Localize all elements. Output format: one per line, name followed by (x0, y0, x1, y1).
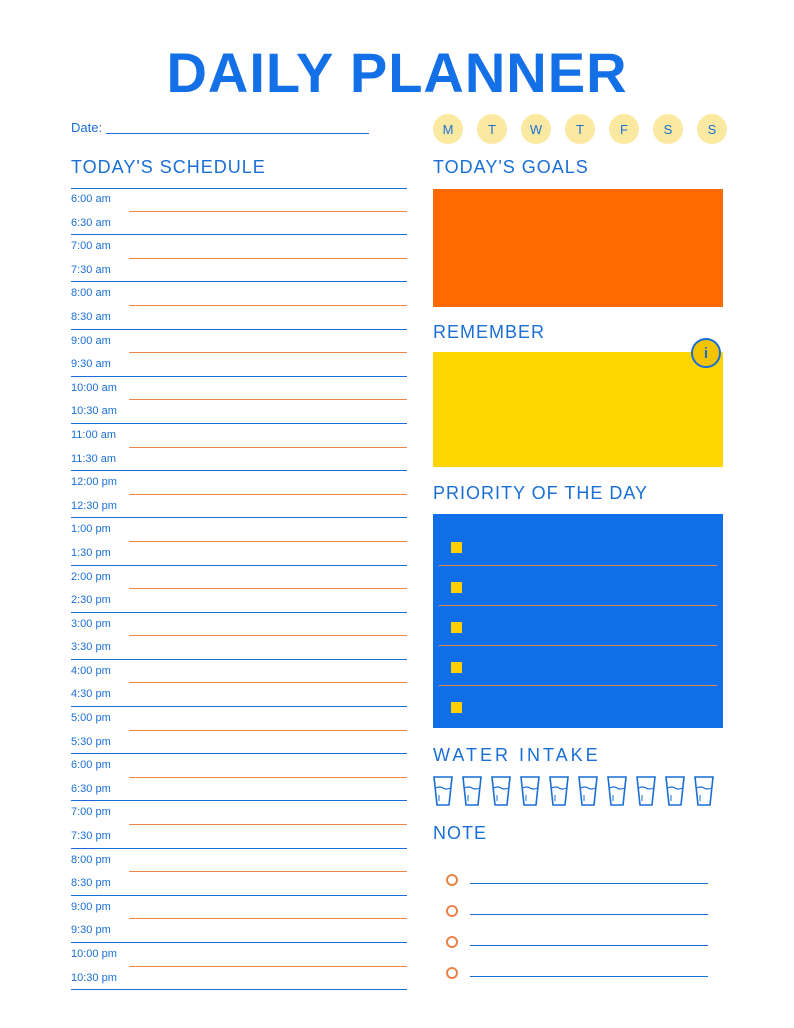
schedule-slot[interactable] (71, 448, 407, 472)
time-label: 9:30 am (71, 358, 111, 371)
time-label: 7:30 pm (71, 830, 111, 843)
schedule-line (71, 989, 407, 990)
remember-box[interactable] (433, 352, 723, 467)
time-label: 5:00 pm (71, 712, 111, 725)
time-label: 9:00 am (71, 334, 111, 347)
schedule-slot[interactable] (71, 495, 407, 519)
schedule-slot[interactable] (71, 849, 407, 873)
checkbox-icon[interactable] (451, 702, 462, 713)
priority-item[interactable] (439, 646, 717, 686)
schedule-slot[interactable] (71, 943, 407, 967)
glass-icon[interactable] (548, 775, 570, 807)
time-label: 8:00 am (71, 287, 111, 300)
time-label: 9:30 pm (71, 924, 111, 937)
time-label: 6:30 pm (71, 782, 111, 795)
checkbox-icon[interactable] (451, 542, 462, 553)
priority-box (433, 514, 723, 728)
time-label: 7:00 pm (71, 806, 111, 819)
time-label: 10:00 pm (71, 948, 117, 960)
time-label: 9:00 pm (71, 900, 111, 913)
glass-icon[interactable] (693, 775, 715, 807)
date-field[interactable] (106, 133, 369, 134)
note-line[interactable] (446, 899, 708, 930)
day-circle-mon[interactable]: M (433, 114, 463, 144)
note-heading: NOTE (433, 823, 488, 843)
time-label: 7:00 am (71, 240, 111, 253)
schedule-slot[interactable] (71, 754, 407, 778)
schedule-slot[interactable] (71, 872, 407, 896)
schedule-slot[interactable] (71, 919, 407, 943)
water-glasses (432, 775, 715, 807)
schedule-slot[interactable] (71, 330, 407, 354)
time-label: 4:00 pm (71, 664, 111, 677)
page-title: DAILY PLANNER (166, 41, 628, 104)
note-line[interactable] (446, 930, 708, 961)
schedule-slot[interactable] (71, 282, 407, 306)
glass-icon[interactable] (490, 775, 512, 807)
time-label: 7:30 am (71, 263, 111, 276)
schedule-slot[interactable] (71, 235, 407, 259)
time-label: 1:30 pm (71, 546, 111, 559)
time-label: 6:00 am (71, 193, 111, 205)
note-underline (470, 883, 708, 884)
schedule-slot[interactable] (71, 518, 407, 542)
schedule-slot[interactable] (71, 471, 407, 495)
priority-item[interactable] (439, 686, 717, 726)
circle-bullet-icon (446, 936, 458, 948)
time-label: 8:00 pm (71, 853, 111, 866)
checkbox-icon[interactable] (451, 662, 462, 673)
note-list (446, 868, 708, 992)
time-label: 8:30 pm (71, 877, 111, 890)
day-circle-thu[interactable]: T (565, 114, 595, 144)
schedule-slot[interactable] (71, 778, 407, 802)
day-circle-wed[interactable]: W (521, 114, 551, 144)
day-circle-sun[interactable]: S (697, 114, 727, 144)
schedule-heading: TODAY'S SCHEDULE (71, 157, 266, 177)
priority-item[interactable] (439, 526, 717, 566)
schedule-slot[interactable] (71, 188, 407, 212)
schedule-slot[interactable] (71, 212, 407, 236)
time-label: 6:00 pm (71, 759, 111, 772)
info-icon: i (691, 338, 721, 368)
time-label: 10:00 am (71, 381, 117, 394)
glass-icon[interactable] (664, 775, 686, 807)
circle-bullet-icon (446, 874, 458, 886)
schedule-slot[interactable] (71, 707, 407, 731)
priority-heading: PRIORITY OF THE DAY (433, 483, 649, 503)
time-label: 5:30 pm (71, 735, 111, 748)
time-label: 10:30 am (71, 405, 117, 418)
schedule-slot[interactable] (71, 660, 407, 684)
schedule-slot[interactable] (71, 825, 407, 849)
day-circle-fri[interactable]: F (609, 114, 639, 144)
glass-icon[interactable] (461, 775, 483, 807)
priority-item[interactable] (439, 606, 717, 646)
note-underline (470, 945, 708, 946)
schedule-slot[interactable] (71, 566, 407, 590)
schedule-slot[interactable] (71, 400, 407, 424)
schedule-slot[interactable] (71, 589, 407, 613)
schedule-list (71, 188, 407, 990)
remember-heading: REMEMBER (433, 322, 546, 342)
schedule-slot[interactable] (71, 896, 407, 920)
note-line[interactable] (446, 868, 708, 899)
date-label: Date: (71, 120, 103, 135)
time-label: 10:30 pm (71, 971, 117, 984)
glass-icon[interactable] (635, 775, 657, 807)
glass-icon[interactable] (606, 775, 628, 807)
glass-icon[interactable] (577, 775, 599, 807)
time-label: 8:30 am (71, 310, 111, 323)
goals-heading: TODAY'S GOALS (433, 157, 589, 177)
time-label: 4:30 pm (71, 688, 111, 701)
schedule-slot[interactable] (71, 306, 407, 330)
schedule-slot[interactable] (71, 353, 407, 377)
schedule-slot[interactable] (71, 683, 407, 707)
schedule-slot[interactable] (71, 377, 407, 401)
time-label: 3:00 pm (71, 617, 111, 630)
day-circle-sat[interactable]: S (653, 114, 683, 144)
note-underline (470, 976, 708, 977)
time-label: 12:00 pm (71, 476, 117, 489)
goals-box[interactable] (433, 189, 723, 307)
weekday-selector (433, 114, 727, 144)
time-label: 2:30 pm (71, 594, 111, 607)
day-circle-tue[interactable]: T (477, 114, 507, 144)
schedule-slot[interactable] (71, 259, 407, 283)
schedule-slot[interactable] (71, 613, 407, 637)
schedule-slot[interactable] (71, 424, 407, 448)
checkbox-icon[interactable] (451, 582, 462, 593)
schedule-slot[interactable] (71, 636, 407, 660)
time-label: 11:00 am (71, 428, 117, 441)
glass-icon[interactable] (519, 775, 541, 807)
circle-bullet-icon (446, 967, 458, 979)
time-label: 11:30 am (71, 452, 117, 465)
time-label: 2:00 pm (71, 570, 111, 583)
schedule-slot[interactable] (71, 967, 407, 991)
note-line[interactable] (446, 961, 708, 992)
schedule-slot[interactable] (71, 542, 407, 566)
schedule-slot[interactable] (71, 801, 407, 825)
note-underline (470, 914, 708, 915)
checkbox-icon[interactable] (451, 622, 462, 633)
priority-item[interactable] (439, 566, 717, 606)
time-label: 1:00 pm (71, 523, 111, 536)
water-heading: WATER INTAKE (433, 745, 601, 765)
schedule-slot[interactable] (71, 731, 407, 755)
time-label: 3:30 pm (71, 641, 111, 654)
glass-icon[interactable] (432, 775, 454, 807)
time-label: 12:30 pm (71, 499, 117, 512)
time-label: 6:30 am (71, 216, 111, 229)
circle-bullet-icon (446, 905, 458, 917)
